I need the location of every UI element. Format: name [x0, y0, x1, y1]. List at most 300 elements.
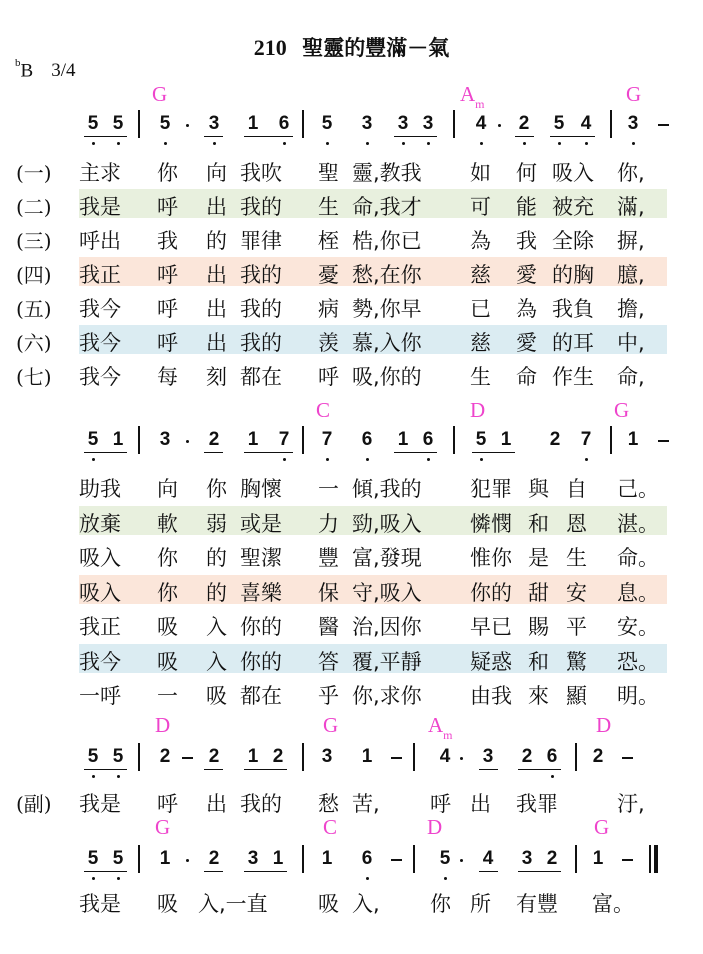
lyric-syllable: 豐 — [318, 546, 339, 570]
note: 3 — [395, 113, 411, 135]
beam-underline — [515, 136, 534, 137]
lyric-syllable: 入, — [352, 892, 380, 916]
verse-label: (五) — [16, 297, 52, 321]
lyric-syllable: 命, — [617, 365, 645, 389]
lyric-syllable: 為 — [470, 229, 491, 253]
note: 1 — [361, 746, 373, 767]
lyric-syllable: 軟 — [157, 511, 178, 536]
lyric-syllable: 顯 — [566, 684, 587, 708]
bar-line — [138, 743, 140, 771]
lyric-syllable: 傾,我的 — [352, 477, 422, 501]
note: 1 — [321, 848, 333, 869]
lyric-syllable: 你 — [157, 161, 178, 185]
lyric-syllable: 的 — [206, 546, 227, 570]
lyric-syllable: 你 — [157, 546, 178, 570]
note: 5 — [319, 113, 335, 135]
lyric-syllable: 憂 — [318, 263, 339, 287]
bar-line — [575, 845, 577, 873]
lyric-syllable: 吸 — [206, 684, 227, 708]
lyric-syllable: 是 — [528, 546, 549, 570]
lyric-syllable: 我 — [157, 229, 178, 253]
lyric-syllable: 入 — [206, 649, 227, 674]
note: 1 — [159, 848, 171, 869]
lyric-syllable: 為 — [516, 297, 537, 321]
verse-label: (副) — [16, 792, 52, 816]
note: 6 — [544, 746, 560, 768]
note: 4 — [482, 848, 494, 869]
lyric-syllable: 呼 — [157, 792, 178, 816]
beam-underline — [550, 136, 595, 137]
bar-line — [453, 110, 455, 138]
lyric-syllable: 你,求你 — [352, 684, 422, 708]
lyric-syllable: 愛 — [516, 263, 537, 287]
lyric-syllable: 靈,教我 — [352, 161, 422, 185]
lyric-syllable: 的胸 — [552, 263, 594, 287]
lyric-syllable: 的 — [206, 580, 227, 605]
lyric-syllable: 勢,你早 — [352, 297, 422, 321]
lyric-syllable: 明。 — [617, 684, 659, 708]
note: 5 — [85, 746, 101, 768]
chord-symbol: G — [626, 82, 642, 106]
augmentation-dot — [186, 124, 189, 127]
lyric-syllable: 能 — [516, 195, 537, 219]
lyric-syllable: 滿, — [617, 195, 645, 219]
lyric-syllable: 你的 — [240, 649, 282, 674]
lyric-syllable: 守,吸入 — [352, 580, 422, 605]
chord-symbol: G — [155, 815, 171, 839]
bar-line — [138, 845, 140, 873]
lyric-syllable: 罪律 — [240, 229, 282, 253]
lyric-syllable: 擔, — [617, 297, 645, 321]
bar-line — [302, 110, 304, 138]
bar-line — [413, 845, 415, 873]
verse-label: (二) — [16, 195, 52, 219]
beam-underline — [244, 769, 287, 770]
lyric-syllable: 安 — [566, 580, 587, 605]
lyric-syllable: 中, — [617, 331, 645, 355]
bar-line — [138, 110, 140, 138]
hymn-number: 210 — [253, 35, 287, 60]
final-bar-thin — [649, 845, 651, 873]
lyric-syllable: 我的 — [240, 331, 282, 355]
lyric-syllable: 出 — [206, 331, 227, 355]
lyric-syllable: 吸 — [157, 615, 178, 639]
lyric-line — [0, 644, 703, 674]
lyric-syllable: 的 — [206, 229, 227, 253]
lyric-line — [0, 609, 703, 639]
beam-underline — [244, 452, 293, 453]
sustain-dash — [622, 757, 633, 759]
beam-underline — [394, 136, 437, 137]
chord-symbol: $A_m$ — [428, 713, 453, 743]
lyric-syllable: 每 — [157, 365, 178, 389]
lyric-syllable: 入,一直 — [198, 892, 268, 916]
lyric-syllable: 愁 — [318, 792, 339, 816]
hymn-title — [0, 32, 703, 62]
bar-line — [413, 743, 415, 771]
lyric-syllable: 富,發現 — [352, 546, 422, 570]
bar-line — [610, 110, 612, 138]
lyric-syllable: 全除 — [552, 229, 594, 253]
note: 1 — [500, 429, 512, 450]
lyric-syllable: 聖潔 — [240, 546, 282, 570]
lyric-syllable: 弱 — [206, 511, 227, 536]
bar-line — [302, 426, 304, 454]
lyric-syllable: 和 — [528, 511, 549, 536]
key-letter: B — [20, 60, 34, 82]
final-bar-thick — [654, 845, 658, 873]
bar-line — [138, 426, 140, 454]
lyric-syllable: 出 — [206, 792, 227, 816]
lyric-syllable: 我負 — [552, 297, 594, 321]
lyric-syllable: 你 — [157, 580, 178, 605]
lyric-syllable: 與 — [528, 477, 549, 501]
lyric-syllable: 助我 — [79, 477, 121, 501]
lyric-syllable: 刻 — [206, 365, 227, 389]
sustain-dash — [391, 859, 402, 861]
lyric-syllable: 或是 — [240, 511, 282, 536]
lyric-syllable: 吸入 — [79, 546, 121, 570]
lyric-syllable: 吸入 — [79, 580, 121, 605]
lyric-syllable: 放棄 — [79, 511, 121, 536]
lyric-syllable: 覆,平靜 — [352, 649, 422, 674]
verse-label: (七) — [16, 365, 52, 389]
lyric-syllable: 羡 — [318, 331, 339, 355]
note: 2 — [516, 113, 532, 135]
lyric-syllable: 命 — [516, 365, 537, 389]
lyric-syllable: 桎 — [318, 229, 339, 253]
lyric-syllable: 可 — [470, 195, 491, 219]
note: 2 — [546, 848, 558, 869]
lyric-line — [0, 540, 703, 570]
lyric-syllable: 甜 — [528, 580, 549, 605]
chord-symbol: G — [152, 82, 168, 106]
note: 7 — [276, 429, 292, 451]
lyric-syllable: 吸入 — [552, 161, 594, 185]
lyric-syllable: 聖 — [318, 161, 339, 185]
note: 1 — [247, 113, 259, 134]
note: 1 — [592, 848, 604, 869]
note: 3 — [625, 113, 641, 135]
note: 3 — [247, 848, 259, 869]
note: 3 — [420, 113, 436, 135]
chord-symbol: C — [323, 815, 338, 839]
lyric-syllable: 生 — [566, 546, 587, 570]
beam-underline — [204, 871, 223, 872]
lyric-syllable: 已 — [470, 297, 491, 321]
lyric-syllable: 出 — [206, 195, 227, 219]
lyric-syllable: 我今 — [79, 297, 121, 321]
lyric-syllable: 愁,在你 — [352, 263, 422, 287]
note: 6 — [276, 113, 292, 135]
lyric-syllable: 你, — [617, 161, 645, 185]
lyric-syllable: 命。 — [617, 546, 659, 570]
augmentation-dot — [186, 859, 189, 862]
augmentation-dot — [498, 124, 501, 127]
lyric-syllable: 出 — [206, 263, 227, 287]
note: 4 — [439, 746, 451, 767]
note: 5 — [551, 113, 567, 135]
lyric-syllable: 我的 — [240, 195, 282, 219]
note: 3 — [359, 113, 375, 135]
lyric-syllable: 我正 — [79, 615, 121, 639]
verse-label: (六) — [16, 331, 52, 355]
lyric-syllable: 湛。 — [617, 511, 659, 536]
chord-symbol: G — [594, 815, 610, 839]
lyric-syllable: 勁,吸入 — [352, 511, 422, 536]
lyric-syllable: 恐。 — [617, 649, 659, 674]
beam-underline — [244, 871, 287, 872]
lyric-syllable: 慈 — [470, 331, 491, 355]
lyric-line — [0, 471, 703, 501]
lyric-syllable: 憐憫 — [470, 511, 512, 536]
lyric-syllable: 被充 — [552, 195, 594, 219]
lyric-syllable: 我正 — [79, 263, 121, 287]
lyric-syllable: 出 — [206, 297, 227, 321]
note: 1 — [397, 429, 409, 450]
sustain-dash — [391, 757, 402, 759]
lyric-syllable: 我今 — [79, 331, 121, 355]
lyric-syllable: 我的 — [240, 263, 282, 287]
lyric-syllable: 胸懷 — [240, 477, 282, 501]
chord-symbol: D — [470, 398, 486, 422]
beam-underline — [204, 769, 223, 770]
verse-label: (四) — [16, 263, 52, 287]
note: 5 — [437, 848, 453, 870]
lyric-syllable: 都在 — [240, 684, 282, 708]
lyric-syllable: 主求 — [79, 161, 121, 185]
lyric-syllable: 吸 — [157, 892, 178, 916]
hymn-name: 聖靈的豐滿－氣 — [302, 36, 450, 60]
beam-underline — [394, 452, 437, 453]
lyric-line — [0, 359, 703, 389]
lyric-syllable: 都在 — [240, 365, 282, 389]
note: 3 — [321, 746, 333, 767]
lyric-syllable: 你的 — [240, 615, 282, 639]
verse-label: (三) — [16, 229, 52, 253]
note: 4 — [578, 113, 594, 135]
lyric-syllable: 你 — [430, 892, 451, 916]
lyric-syllable: 摒, — [617, 229, 645, 253]
note: 5 — [85, 113, 101, 135]
lyric-syllable: 平 — [566, 615, 587, 639]
lyric-line — [0, 506, 703, 536]
lyric-syllable: 由我 — [470, 684, 512, 708]
lyric-syllable: 保 — [318, 580, 339, 605]
note: 3 — [482, 746, 494, 767]
sustain-dash — [622, 859, 633, 861]
beam-underline — [244, 136, 293, 137]
note: 3 — [521, 848, 533, 869]
note: 5 — [157, 113, 173, 135]
note: 7 — [578, 429, 594, 451]
lyric-syllable: 我今 — [79, 365, 121, 389]
augmentation-dot — [460, 757, 463, 760]
lyric-syllable: 入 — [206, 615, 227, 639]
augmentation-dot — [186, 440, 189, 443]
bar-line — [453, 426, 455, 454]
note: 1 — [627, 429, 639, 450]
lyric-syllable: 和 — [528, 649, 549, 674]
lyric-line — [0, 223, 703, 253]
lyric-syllable: 恩 — [566, 511, 587, 536]
lyric-syllable: 苦, — [352, 792, 380, 816]
note: 2 — [208, 429, 220, 450]
note: 3 — [159, 429, 171, 450]
lyric-syllable: 臆, — [617, 263, 645, 287]
lyric-line — [0, 257, 703, 287]
note: 7 — [319, 429, 335, 451]
lyric-syllable: 吸 — [157, 649, 178, 674]
lyric-syllable: 我是 — [79, 195, 121, 219]
note: 3 — [206, 113, 222, 135]
lyric-syllable: 乎 — [318, 684, 339, 708]
lyric-syllable: 我是 — [79, 792, 121, 816]
note: 5 — [110, 746, 126, 768]
note: 2 — [549, 429, 561, 450]
lyric-line — [0, 325, 703, 355]
lyric-syllable: 所 — [470, 892, 491, 916]
chord-symbol: $A_m$ — [460, 82, 485, 112]
lyric-syllable: 一 — [318, 477, 339, 501]
lyric-syllable: 力 — [318, 511, 339, 536]
lyric-syllable: 我罪 — [516, 792, 558, 816]
lyric-syllable: 賜 — [528, 615, 549, 639]
beam-underline — [479, 871, 498, 872]
lyric-syllable: 疑惑 — [470, 649, 512, 674]
lyric-syllable: 你 — [206, 477, 227, 501]
lyric-syllable: 我今 — [79, 649, 121, 674]
note: 6 — [420, 429, 436, 451]
note: 1 — [247, 746, 259, 767]
note: 1 — [112, 429, 124, 450]
lyric-syllable: 一呼 — [79, 684, 121, 708]
lyric-syllable: 慈 — [470, 263, 491, 287]
bar-line — [610, 426, 612, 454]
lyric-syllable: 呼出 — [79, 229, 121, 253]
lyric-syllable: 一 — [157, 684, 178, 708]
beam-underline — [472, 452, 515, 453]
note: 5 — [473, 429, 489, 451]
lyric-syllable: 我的 — [240, 792, 282, 816]
note: 6 — [359, 429, 375, 451]
lyric-syllable: 呼 — [157, 263, 178, 287]
lyric-syllable: 答 — [318, 649, 339, 674]
beam-underline — [84, 769, 127, 770]
lyric-syllable: 我是 — [79, 892, 121, 916]
lyric-line — [0, 678, 703, 708]
lyric-syllable: 向 — [206, 161, 227, 185]
verse-label: (一) — [16, 161, 52, 185]
lyric-syllable: 命,我才 — [352, 195, 422, 219]
lyric-syllable: 富。 — [592, 892, 634, 916]
lyric-line — [0, 189, 703, 219]
lyric-syllable: 惟你 — [470, 546, 512, 570]
bar-line — [302, 743, 304, 771]
note: 5 — [110, 113, 126, 135]
note: 6 — [359, 848, 375, 870]
lyric-syllable: 呼 — [157, 331, 178, 355]
beam-underline — [84, 871, 127, 872]
lyric-line — [0, 291, 703, 321]
lyric-syllable: 出 — [470, 792, 491, 816]
note: 5 — [85, 848, 101, 870]
lyric-syllable: 我 — [516, 229, 537, 253]
lyric-syllable: 的耳 — [552, 331, 594, 355]
note: 2 — [592, 746, 604, 767]
note: 4 — [473, 113, 489, 135]
lyric-syllable: 呼 — [318, 365, 339, 389]
note: 2 — [272, 746, 284, 767]
lyric-syllable: 如 — [470, 161, 491, 185]
chord-symbol: D — [596, 713, 612, 737]
lyric-syllable: 自 — [566, 477, 587, 501]
chord-symbol: D — [155, 713, 171, 737]
lyric-syllable: 呼 — [157, 195, 178, 219]
lyric-line — [0, 886, 703, 916]
lyric-syllable: 汙, — [617, 792, 645, 816]
lyric-syllable: 何 — [516, 161, 537, 185]
lyric-syllable: 我的 — [240, 297, 282, 321]
lyric-syllable: 生 — [470, 365, 491, 389]
beam-underline — [84, 452, 127, 453]
lyric-syllable: 呼 — [430, 792, 451, 816]
lyric-syllable: 病 — [318, 297, 339, 321]
bar-line — [302, 845, 304, 873]
lyric-syllable: 己。 — [617, 477, 659, 501]
note: 2 — [208, 848, 220, 869]
lyric-syllable: 你的 — [470, 580, 512, 605]
lyric-syllable: 梏,你已 — [352, 229, 422, 253]
lyric-line — [0, 575, 703, 605]
lyric-line — [0, 786, 703, 816]
sustain-dash — [658, 124, 669, 126]
note: 2 — [159, 746, 171, 767]
lyric-syllable: 我吹 — [240, 161, 282, 185]
lyric-syllable: 呼 — [157, 297, 178, 321]
lyric-syllable: 來 — [528, 684, 549, 708]
sustain-dash — [658, 440, 669, 442]
lyric-syllable: 驚 — [566, 649, 587, 674]
lyric-syllable: 息。 — [617, 580, 659, 605]
chord-symbol: G — [323, 713, 339, 737]
lyric-line — [0, 155, 703, 185]
key-signature — [15, 57, 76, 82]
chord-symbol: D — [427, 815, 443, 839]
lyric-syllable: 喜樂 — [240, 580, 282, 605]
lyric-syllable: 向 — [157, 477, 178, 501]
bar-line — [575, 743, 577, 771]
beam-underline — [204, 452, 223, 453]
lyric-syllable: 早已 — [470, 615, 512, 639]
flat-sign: b — [15, 57, 21, 69]
lyric-syllable: 慕,入你 — [352, 331, 422, 355]
note: 2 — [208, 746, 220, 767]
lyric-syllable: 作生 — [552, 365, 594, 389]
lyric-syllable: 吸 — [318, 892, 339, 916]
note: 5 — [110, 848, 126, 870]
lyric-syllable: 愛 — [516, 331, 537, 355]
note: 1 — [247, 429, 259, 450]
beam-underline — [518, 769, 561, 770]
note: 1 — [272, 848, 284, 869]
lyric-syllable: 治,因你 — [352, 615, 422, 639]
note: 2 — [521, 746, 533, 767]
note: 5 — [85, 429, 101, 451]
lyric-syllable: 安。 — [617, 615, 659, 639]
chord-symbol: G — [614, 398, 630, 422]
beam-underline — [479, 769, 498, 770]
